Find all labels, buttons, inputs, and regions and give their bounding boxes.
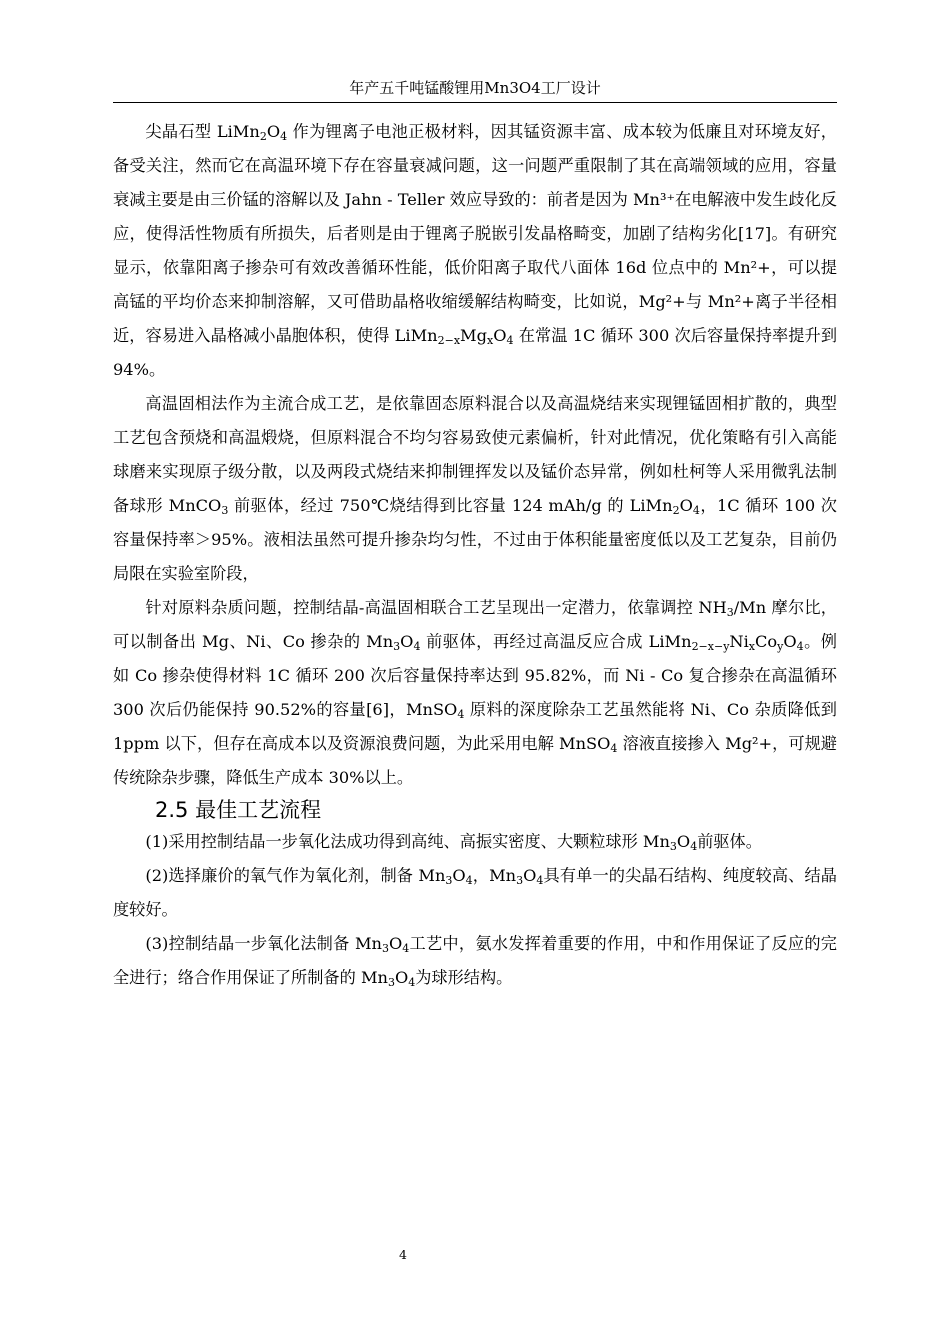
paragraph-impurity-control: 针对原料杂质问题，控制结晶-高温固相联合工艺呈现出一定潜力，依靠调控 $NH_3/Mn$ 摩尔比，可以制备出 Mg、Ni、Co 掺杂的 $Mn_3O_4$ 前驱体，再经过高温反应合成 $LiMn_{2-x-y}Ni_xCo_yO_4$。例如 Co 掺杂使得材料 1C 循环 200 次后容量保持率达到 95.82%，而 Ni - Co 复合掺杂在高温循环 300 次后仍能保持 90.52%的容量[6]，MnSO$_4$ 原料的深度除杂工艺虽然能将 Ni、Co 杂质降低到 1ppm 以下，但存在高成本以及资源浪费问题，为此采用电解 MnSO$_4$ 溶液直接掺入 Mg²+，可规避传统除杂步骤，降低生产成本 30%以上。	[113, 598, 837, 787]
section-heading: 2.5 最佳工艺流程	[155, 798, 322, 822]
process-step-2: (2)选择廉价的氧气作为氧化剂，制备 $Mn_3O_4$，$Mn_3O_4$具有单一的尖晶石结构、纯度较高、结晶度较好。	[113, 866, 837, 919]
running-header: 年产五千吨锰酸锂用Mn3O4工厂设计	[349, 79, 601, 97]
document-body	[113, 115, 837, 995]
paragraph-spinel-capacity-fade: 尖晶石型 $LiMn_2O_4$ 作为锂离子电池正极材料，因其锰资源丰富、成本较为低廉且对环境友好，备受关注，然而它在高温环境下存在容量衰减问题，这一问题严重限制了其在高端领域的应用，容量衰减主要是由三价锰的溶解以及 Jahn - Teller 效应导致的：前者是因为 Mn³⁺在电解液中发生歧化反应，使得活性物质有所损失，后者则是由于锂离子脱嵌引发晶格畸变，加剧了结构劣化[17]。有研究显示，依靠阳离子掺杂可有效改善循环性能，低价阳离子取代八面体 16d 位点中的 Mn²+，可以提高锰的平均价态来抑制溶解，又可借助晶格收缩缓解结构畸变，比如说，Mg²+与 Mn²+离子半径相近，容易进入晶格减小晶胞体积，使得 $LiMn_{2-x}Mg_xO_4$ 在常温 1C 循环 300 次后容量保持率提升到 94%。	[113, 122, 838, 379]
process-step-3: (3)控制结晶一步氧化法制备 $Mn_3O_4$工艺中，氨水发挥着重要的作用，中和作用保证了反应的完全进行；络合作用保证了所制备的 $Mn_3O_4$为球形结构。	[113, 934, 837, 989]
page-number: 4	[399, 1247, 407, 1262]
paragraph-solid-state-synthesis: 高温固相法作为主流合成工艺，是依靠固态原料混合以及高温烧结来实现锂锰固相扩散的，典型工艺包含预烧和高温煅烧，但原料混合不均匀容易致使元素偏析，针对此情况，优化策略有引入高能球磨来实现原子级分散，以及两段式烧结来抑制锂挥发以及锰价态异常，例如杜柯等人采用微乳法制备球形 MnCO$_3$ 前驱体，经过 750℃烧结得到比容量 124 mAh/g 的 $LiMn_2O_4$，1C 循环 100 次容量保持率＞95%。液相法虽然可提升掺杂均匀性，不过由于体积能量密度低以及工艺复杂，目前仍局限在实验室阶段，	[113, 394, 837, 583]
process-step-1: (1)采用控制结晶一步氧化法成功得到高纯、高振实密度、大颗粒球形 $Mn_3O_4$前驱体。	[145, 832, 762, 853]
header-rule	[113, 102, 837, 103]
